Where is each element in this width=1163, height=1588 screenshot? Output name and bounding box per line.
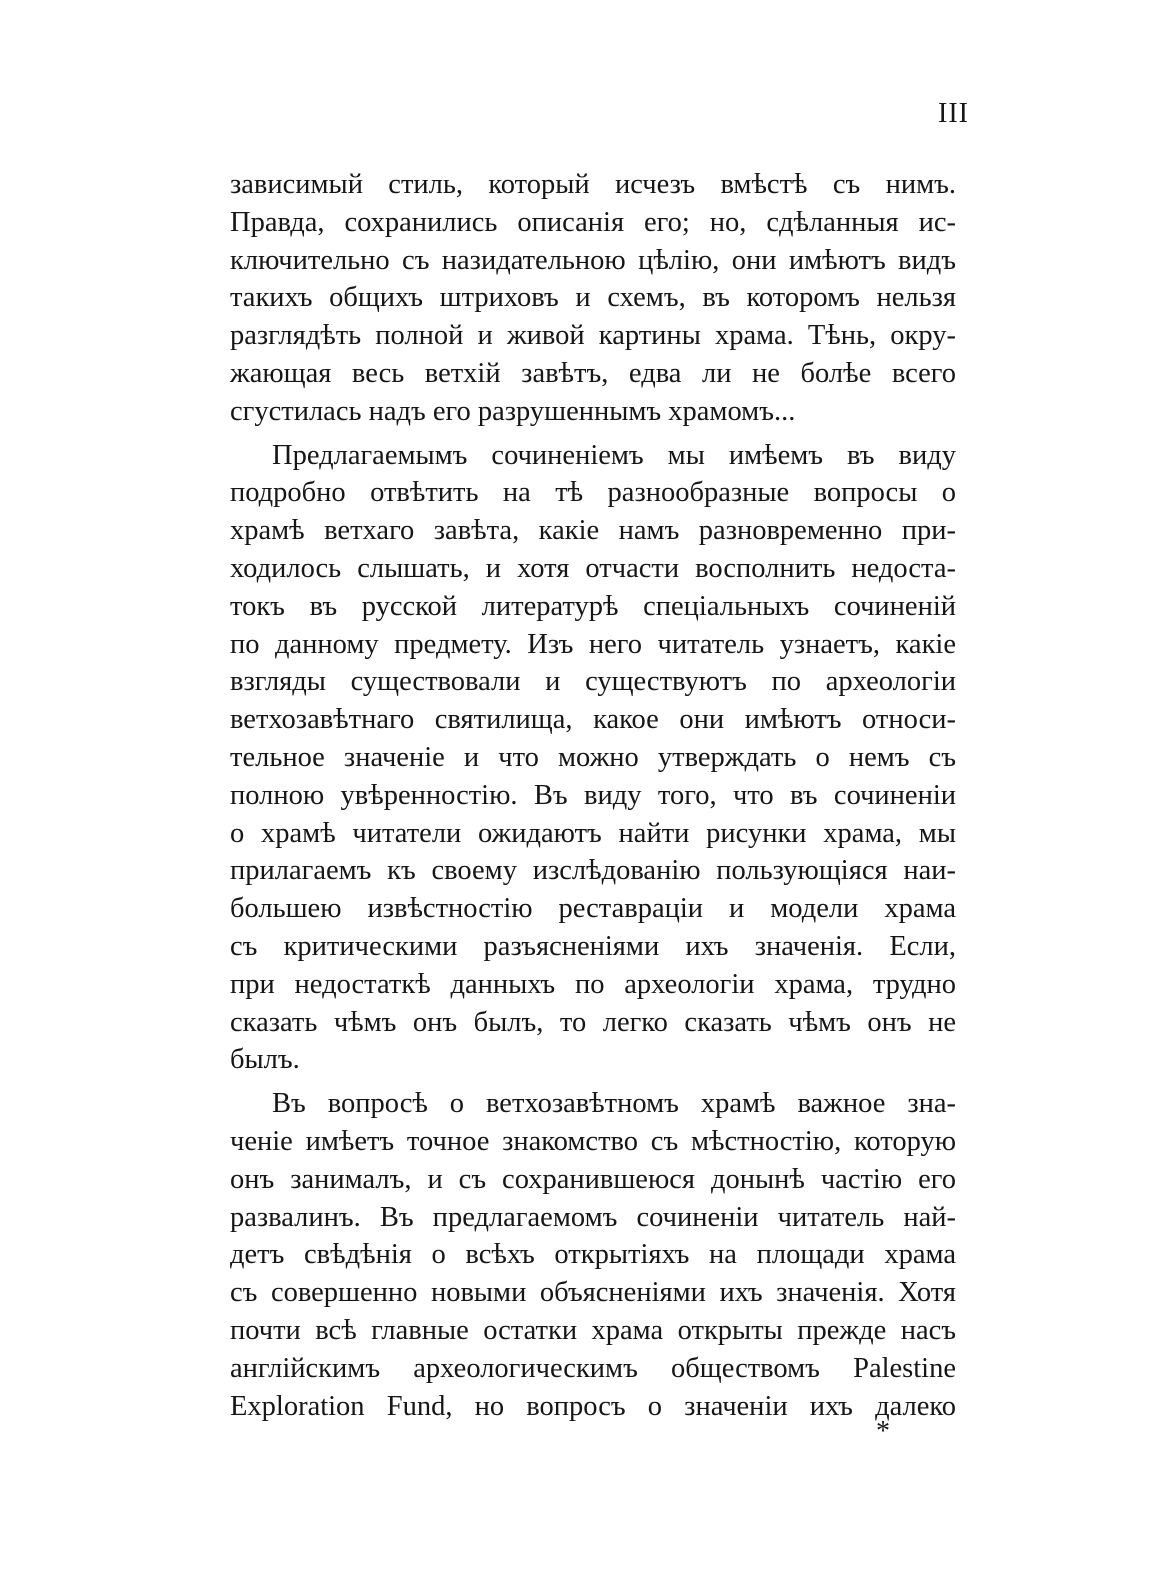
signature-mark: * (876, 1416, 890, 1447)
text-line: онъ занималъ, и съ сохранившеюся донынѣ частію его (230, 1163, 956, 1195)
text-line: взгляды существовали и существуютъ по археологіи (230, 666, 956, 698)
text-line: зависимый стиль, который исчезъ вмѣстѣ съ нимъ. (230, 169, 956, 200)
text-line: подробно отвѣтить на тѣ разнообразные вопросы о (230, 477, 956, 509)
text-line: детъ свѣдѣнія о всѣхъ открытіяхъ на площади храма (230, 1239, 956, 1271)
text-line: Въ вопросѣ о ветхозавѣтномъ храмѣ важное зна- (272, 1088, 956, 1120)
text-line: сгустилась надъ его разрушеннымъ храмомъ... (230, 395, 796, 427)
text-line: храмѣ ветхаго завѣта, какіе намъ разновременно при- (230, 515, 956, 547)
text-line: разглядѣть полной и живой картины храма. Тѣнь, окру- (230, 320, 956, 352)
page-number: III (938, 98, 969, 129)
text-line: былъ. (230, 1044, 300, 1076)
text-line: ходилось слышать, и хотя отчасти восполнить недоста- (230, 552, 956, 584)
text-line: полною увѣренностію. Въ виду того, что въ сочиненіи (230, 779, 956, 811)
body-text (230, 166, 956, 1425)
text-line: съ совершенно новыми объясненіями ихъ значенія. Хотя (230, 1277, 956, 1309)
text-line: почти всѣ главные остатки храма открыты прежде насъ (230, 1314, 956, 1346)
text-line: ветхозавѣтнаго святилища, какое они имѣютъ относи- (230, 704, 956, 736)
text-line: при недостаткѣ данныхъ по археологіи храма, трудно (230, 968, 956, 1000)
text-line: ключительно съ назидательною цѣлію, они имѣютъ видъ (230, 244, 956, 276)
text-line: развалинъ. Въ предлагаемомъ сочиненіи читатель най- (230, 1201, 956, 1233)
text-line: такихъ общихъ штриховъ и схемъ, въ которомъ нельзя (230, 282, 956, 314)
paragraph-3 (230, 1085, 956, 1425)
text-line: большею извѣстностію реставраціи и модели храма (230, 893, 956, 925)
text-line: сказать чѣмъ онъ былъ, то легко сказать чѣмъ онъ не (230, 1006, 956, 1038)
text-line: о храмѣ читатели ожидаютъ найти рисунки храма, мы (230, 817, 956, 849)
text-line: англійскимъ археологическимъ обществомъ Palestine (230, 1352, 956, 1384)
text-line: Exploration Fund, но вопросъ о значеніи ихъ далеко (230, 1390, 956, 1422)
paragraph-1 (230, 166, 956, 431)
paragraph-2 (230, 437, 956, 1080)
text-line: по данному предмету. Изъ него читатель узнаетъ, какіе (230, 628, 956, 660)
text-line: ченіе имѣетъ точное знакомство съ мѣстностію, которую (230, 1125, 956, 1157)
text-line: жающая весь ветхій завѣтъ, едва ли не болѣе всего (230, 357, 956, 389)
text-line: Правда, сохранились описанія его; но, сдѣланныя ис- (230, 206, 956, 238)
text-line: съ критическими разъясненіями ихъ значенія. Если, (230, 930, 956, 962)
text-line: тельное значеніе и что можно утверждать о немъ съ (230, 741, 956, 773)
text-line: прилагаемъ къ своему изслѣдованію пользующіяся наи- (230, 855, 956, 887)
text-line: Предлагаемымъ сочиненіемъ мы имѣемъ въ виду (272, 439, 956, 471)
text-line: токъ въ русской литературѣ спеціальныхъ сочиненій (230, 590, 956, 622)
